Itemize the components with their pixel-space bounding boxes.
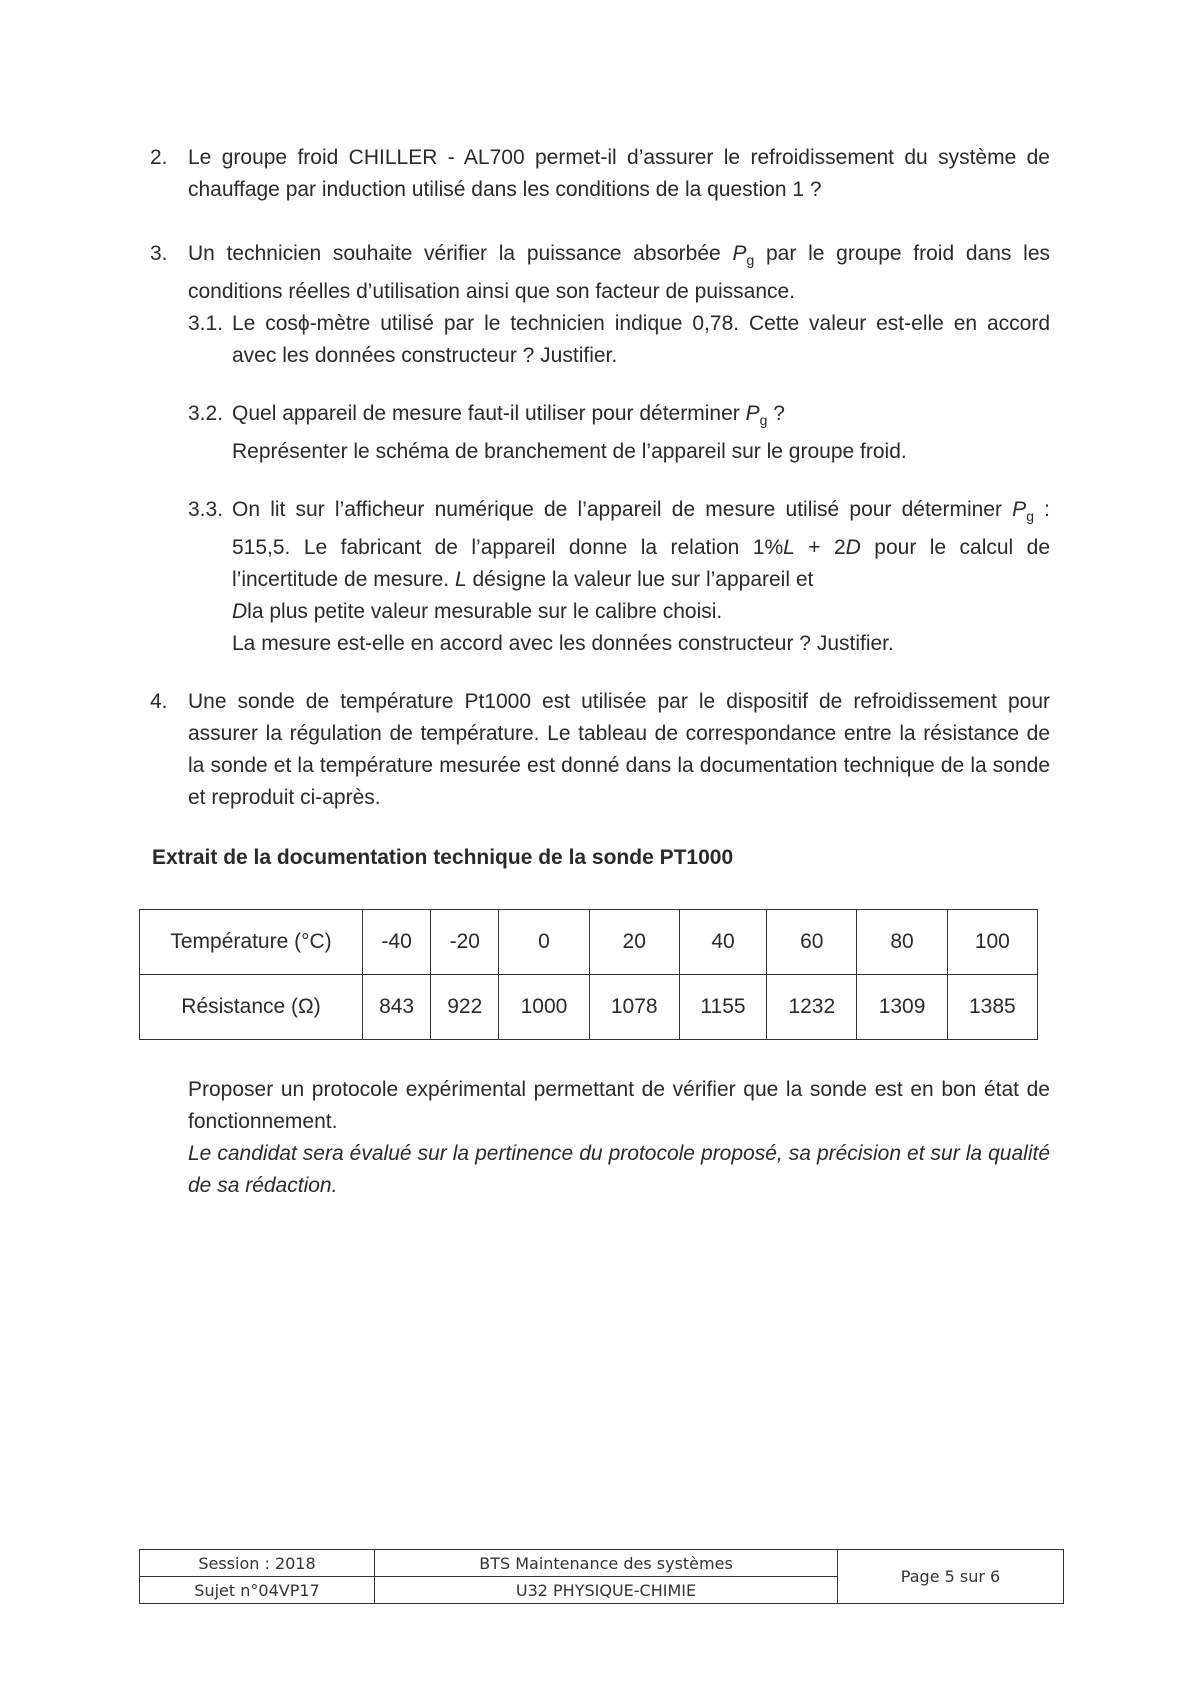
question-3: 3. Un technicien souhaite vérifier la puissance absorbée $P_g$ par le groupe froid dans les conditions réelles d’utilisation ainsi que son facteur de puissance. 3.1. Le cosϕ-mètre utilisé par le technicien indique 0,78. Cette valeur est-elle en accord avec les données constructeur ? Justifier. xyxy=(150,238,1050,372)
question-4: 4. Une sonde de température Pt1000 est utilisée par le dispositif de refroidissement pour assurer la régulation de température. Le tableau de correspondance entre la résistance de la sonde et la température mesurée est donné dans la documentation technique de la sonde et reproduit ci-après. xyxy=(150,690,1050,809)
pt1000-table xyxy=(139,909,1038,1040)
question-2: 2. Le groupe froid CHILLER - AL700 permet-il d’assurer le refroidissement du système de chauffage par induction utilisé dans les conditions de la question 1 ? xyxy=(150,146,1050,201)
question-3-3: 3.3. On lit sur l’afficheur numérique de l’appareil de mesure utilisé pour déterminer $P_g$ : 515,5. Le fabricant de l’appareil donne la relation 1%L + 2D pour le calcul de l’incertitude de mesure. L désigne la valeur lue sur l’appareil et Dla plus petite valeur mesurable sur le calibre choisi. La mesure est-elle en accord avec les données constructeur ? Justifier. xyxy=(188,498,1051,656)
question-3-2: 3.2. Quel appareil de mesure faut-il utiliser pour déterminer $P_g$ ? Représenter le schéma de branchement de l’appareil sur le groupe froid. xyxy=(188,402,907,464)
table-row-resistance: Résistance (Ω) 843 922 1000 1078 1155 1232 1309 1385 xyxy=(140,975,1038,1040)
table-row-temperature: Température (°C) -40 -20 0 20 40 60 80 100 xyxy=(140,910,1038,975)
table-title: Extrait de la documentation technique de la sonde PT1000 xyxy=(152,846,734,869)
protocol-instructions: Proposer un protocole expérimental permettant de vérifier que la sonde est en bon état de fonctionnement. Le candidat sera évalué sur la pertinence du protocole proposé, sa précision et sur la qualité de sa rédaction. xyxy=(188,1078,1050,1197)
page-footer: Session : 2018 BTS Maintenance des systèmes Page 5 sur 6 Sujet n°04VP17 U32 PHYSIQUE-CHIMIE xyxy=(139,1549,1064,1604)
question-3-1: 3.1. Le cosϕ-mètre utilisé par le technicien indique 0,78. Cette valeur est-elle en accord avec les données constructeur ? Justifier. xyxy=(188,312,1050,368)
page-number: Page 5 sur 6 xyxy=(838,1550,1064,1604)
